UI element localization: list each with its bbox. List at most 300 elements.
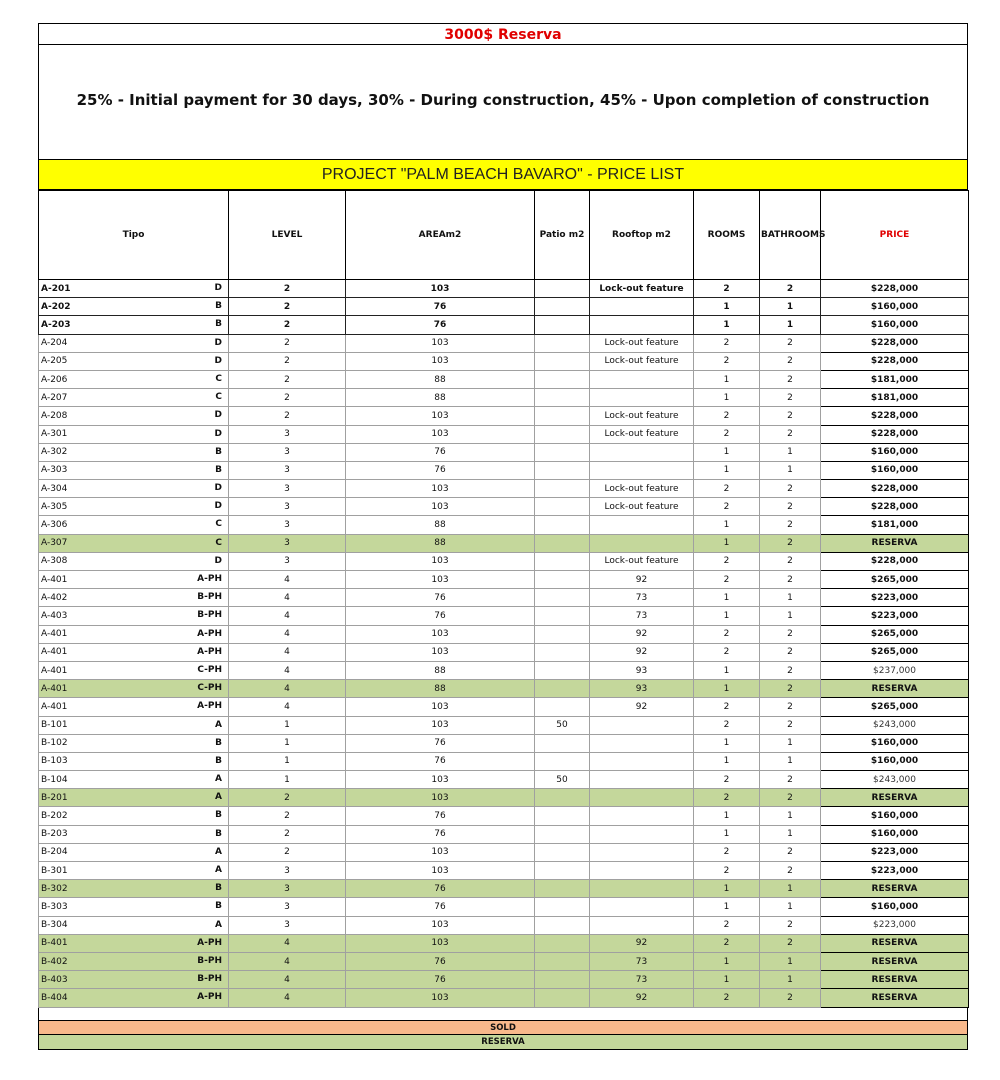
rooms-cell: 2 [694,571,760,589]
rooftop-cell [590,807,694,825]
area-cell: 103 [346,789,535,807]
bathrooms-cell: 2 [760,571,821,589]
rooms-cell: 2 [694,862,760,880]
unit-type-cell [39,880,229,898]
unit-type-cell [39,389,229,407]
level-cell: 3 [229,552,346,570]
unit-type: A [215,774,222,785]
unit-type: B [215,319,222,330]
rooms-cell: 1 [694,825,760,843]
rooftop-cell: 92 [590,934,694,952]
patio-cell [535,334,590,352]
level-cell: 4 [229,971,346,989]
level-cell: 3 [229,480,346,498]
bathrooms-cell: 2 [760,916,821,934]
unit-type-cell [39,843,229,861]
rooms-cell: 1 [694,952,760,970]
area-cell: 76 [346,298,535,316]
price-cell: $160,000 [821,316,969,334]
bathrooms-cell: 2 [760,425,821,443]
area-cell: 76 [346,461,535,479]
col-header-tipo: Tipo [39,191,229,280]
unit-type: B [215,828,222,839]
unit-code: A-202 [41,301,71,312]
patio-cell [535,461,590,479]
unit-code: A-401 [41,574,68,585]
area-cell: 88 [346,534,535,552]
col-header-rooms: ROOMS [694,191,760,280]
rooms-cell: 1 [694,898,760,916]
unit-type-cell [39,625,229,643]
bathrooms-cell: 2 [760,280,821,298]
level-cell: 4 [229,571,346,589]
rooftop-cell [590,843,694,861]
table-row [39,843,969,861]
col-header-level: LEVEL [229,191,346,280]
unit-type-cell [39,316,229,334]
rooms-cell: 2 [694,771,760,789]
unit-type: A [215,865,222,875]
rooms-cell: 2 [694,552,760,570]
unit-type: A-PH [197,646,222,657]
table-row [39,934,969,952]
rooms-cell: 2 [694,352,760,370]
rooms-cell: 1 [694,880,760,898]
price-cell: $265,000 [821,698,969,716]
table-row [39,571,969,589]
rooftop-cell: 92 [590,625,694,643]
rooms-cell: 1 [694,734,760,752]
rooftop-cell: 73 [590,971,694,989]
rooftop-cell: Lock-out feature [590,425,694,443]
price-cell: $265,000 [821,625,969,643]
unit-code: B-104 [41,774,68,785]
area-cell: 76 [346,880,535,898]
rooms-cell: 2 [694,789,760,807]
rooftop-cell [590,825,694,843]
unit-code: A-205 [41,356,68,367]
level-cell: 3 [229,498,346,516]
area-cell: 103 [346,352,535,370]
price-list-sheet [38,23,968,1050]
patio-cell [535,443,590,461]
unit-code: A-306 [41,520,68,531]
table-row [39,443,969,461]
unit-type: D [214,337,222,348]
level-cell: 2 [229,334,346,352]
patio-cell [535,370,590,388]
bathrooms-cell: 2 [760,843,821,861]
bathrooms-cell: 2 [760,480,821,498]
table-row [39,607,969,625]
rooftop-cell [590,316,694,334]
rooftop-cell: 73 [590,952,694,970]
unit-type-cell [39,789,229,807]
area-cell: 88 [346,680,535,698]
unit-type-cell [39,971,229,989]
unit-type-cell [39,571,229,589]
unit-code: A-302 [41,447,68,458]
price-cell: $243,000 [821,716,969,734]
rooftop-cell: 73 [590,607,694,625]
bathrooms-cell: 2 [760,407,821,425]
price-cell: $160,000 [821,734,969,752]
price-cell: RESERVA [821,989,969,1007]
rooftop-cell: 92 [590,643,694,661]
unit-type: B [215,446,222,457]
bathrooms-cell: 1 [760,952,821,970]
unit-type: D [214,283,222,293]
unit-type-cell [39,352,229,370]
table-row [39,807,969,825]
bathrooms-cell: 2 [760,534,821,552]
unit-type-cell [39,898,229,916]
level-cell: 1 [229,752,346,770]
unit-type-cell [39,425,229,443]
rooftop-cell [590,461,694,479]
table-header-row [39,191,969,280]
area-cell: 76 [346,952,535,970]
unit-code: A-208 [41,410,68,421]
area-cell: 76 [346,752,535,770]
unit-type-cell [39,952,229,970]
table-row [39,680,969,698]
patio-cell: 50 [535,771,590,789]
unit-type: C-PH [197,664,222,675]
table-row [39,825,969,843]
rooftop-cell [590,880,694,898]
unit-type: C [215,373,222,384]
patio-cell [535,898,590,916]
bathrooms-cell: 2 [760,552,821,570]
unit-code: A-401 [41,665,68,676]
price-cell: $265,000 [821,643,969,661]
price-cell: $237,000 [821,661,969,679]
unit-code: B-203 [41,829,68,840]
unit-type-cell [39,734,229,752]
bathrooms-cell: 1 [760,298,821,316]
patio-cell [535,916,590,934]
bathrooms-cell: 1 [760,898,821,916]
rooms-cell: 2 [694,480,760,498]
unit-code: B-404 [41,992,68,1003]
bathrooms-cell: 2 [760,934,821,952]
rooms-cell: 2 [694,498,760,516]
table-row [39,552,969,570]
table-row [39,334,969,352]
rooms-cell: 1 [694,443,760,461]
rooftop-cell [590,862,694,880]
bathrooms-cell: 1 [760,971,821,989]
level-cell: 3 [229,862,346,880]
unit-type: A-PH [197,701,222,712]
unit-type: B [215,901,222,912]
legend-spacer [38,1008,968,1020]
patio-cell [535,734,590,752]
area-cell: 103 [346,480,535,498]
rooms-cell: 1 [694,534,760,552]
unit-type-cell [39,807,229,825]
area-cell: 103 [346,571,535,589]
area-cell: 103 [346,916,535,934]
payment-terms: 25% - Initial payment for 30 days, 30% - During construction, 45% - Upon completion of construction [38,45,968,160]
table-row [39,298,969,316]
unit-type: B [215,755,222,766]
patio-cell [535,298,590,316]
level-cell: 4 [229,589,346,607]
unit-code: B-201 [41,792,68,803]
rooms-cell: 1 [694,516,760,534]
unit-type: B [215,737,222,748]
patio-cell [535,425,590,443]
rooftop-cell [590,298,694,316]
patio-cell [535,534,590,552]
rooms-cell: 1 [694,752,760,770]
area-cell: 103 [346,934,535,952]
price-cell: $160,000 [821,443,969,461]
level-cell: 4 [229,607,346,625]
patio-cell [535,680,590,698]
table-row [39,771,969,789]
unit-type-cell [39,989,229,1007]
table-row [39,516,969,534]
unit-code: A-401 [41,647,68,658]
unit-code: A-401 [41,701,68,712]
area-cell: 76 [346,971,535,989]
level-cell: 2 [229,825,346,843]
unit-type-cell [39,534,229,552]
unit-type: A-PH [197,628,222,639]
patio-cell [535,971,590,989]
table-row [39,734,969,752]
price-cell: RESERVA [821,534,969,552]
level-cell: 3 [229,534,346,552]
unit-code: B-304 [41,920,68,931]
unit-type: C [215,519,222,530]
unit-type-cell [39,298,229,316]
rooms-cell: 1 [694,589,760,607]
price-cell: $223,000 [821,862,969,880]
rooftop-cell: Lock-out feature [590,498,694,516]
price-cell: $181,000 [821,370,969,388]
patio-cell [535,661,590,679]
unit-code: A-204 [41,338,68,349]
rooftop-cell [590,752,694,770]
bathrooms-cell: 1 [760,880,821,898]
unit-type-cell [39,516,229,534]
price-table [38,190,969,1008]
rooms-cell: 2 [694,280,760,298]
price-cell: RESERVA [821,680,969,698]
table-row [39,425,969,443]
price-cell: $265,000 [821,571,969,589]
area-cell: 76 [346,443,535,461]
level-cell: 3 [229,425,346,443]
bathrooms-cell: 2 [760,716,821,734]
price-cell: RESERVA [821,880,969,898]
rooms-cell: 1 [694,298,760,316]
bathrooms-cell: 1 [760,443,821,461]
table-row [39,898,969,916]
bathrooms-cell: 2 [760,680,821,698]
unit-type-cell [39,825,229,843]
price-cell: $228,000 [821,280,969,298]
rooftop-cell: Lock-out feature [590,352,694,370]
patio-cell [535,516,590,534]
area-cell: 103 [346,716,535,734]
area-cell: 103 [346,843,535,861]
area-cell: 103 [346,280,535,298]
unit-type: C-PH [197,683,222,694]
area-cell: 103 [346,862,535,880]
patio-cell [535,643,590,661]
unit-type-cell [39,498,229,516]
unit-type: B-PH [197,955,222,966]
rooms-cell: 2 [694,716,760,734]
bathrooms-cell: 1 [760,316,821,334]
patio-cell: 50 [535,716,590,734]
unit-type: A [215,792,222,803]
unit-code: A-203 [41,319,71,330]
area-cell: 103 [346,498,535,516]
col-header-patio: Patio m2 [535,191,590,280]
patio-cell [535,698,590,716]
patio-cell [535,752,590,770]
unit-type-cell [39,916,229,934]
area-cell: 103 [346,698,535,716]
unit-type-cell [39,607,229,625]
rooms-cell: 1 [694,607,760,625]
unit-type: B [215,301,222,312]
table-body [39,280,969,1008]
rooftop-cell [590,516,694,534]
area-cell: 88 [346,661,535,679]
area-cell: 103 [346,425,535,443]
area-cell: 103 [346,334,535,352]
level-cell: 2 [229,370,346,388]
unit-type: C [215,392,222,403]
unit-code: A-402 [41,592,68,603]
unit-type-cell [39,334,229,352]
bathrooms-cell: 1 [760,825,821,843]
unit-type: B [215,883,222,894]
table-row [39,916,969,934]
price-cell: $223,000 [821,843,969,861]
price-list-title: PROJECT "PALM BEACH BAVARO" - PRICE LIST [38,160,968,190]
level-cell: 4 [229,698,346,716]
patio-cell [535,552,590,570]
table-row [39,461,969,479]
bathrooms-cell: 2 [760,370,821,388]
patio-cell [535,989,590,1007]
unit-code: A-201 [41,283,71,294]
table-row [39,789,969,807]
rooftop-cell: 92 [590,571,694,589]
patio-cell [535,843,590,861]
level-cell: 2 [229,316,346,334]
unit-type: A [215,919,222,930]
unit-type-cell [39,461,229,479]
rooftop-cell: 92 [590,698,694,716]
unit-code: B-403 [41,974,68,985]
unit-type: D [214,355,222,366]
area-cell: 76 [346,589,535,607]
col-header-bathrooms: BATHROOMS [760,191,821,280]
table-row [39,534,969,552]
unit-type: D [214,410,222,421]
table-row [39,280,969,298]
rooms-cell: 2 [694,334,760,352]
table-row [39,389,969,407]
price-cell: $228,000 [821,498,969,516]
price-cell: $223,000 [821,607,969,625]
table-row [39,625,969,643]
level-cell: 4 [229,989,346,1007]
level-cell: 2 [229,280,346,298]
rooms-cell: 2 [694,916,760,934]
price-cell: $223,000 [821,589,969,607]
rooftop-cell: Lock-out feature [590,407,694,425]
unit-code: B-202 [41,811,68,822]
rooftop-cell: Lock-out feature [590,280,694,298]
patio-cell [535,625,590,643]
price-cell: $181,000 [821,516,969,534]
col-header-price: PRICE [821,191,969,280]
table-row [39,316,969,334]
level-cell: 2 [229,407,346,425]
price-cell: $160,000 [821,825,969,843]
rooftop-cell: Lock-out feature [590,552,694,570]
patio-cell [535,316,590,334]
bathrooms-cell: 1 [760,807,821,825]
unit-type: C [215,537,222,548]
table-row [39,880,969,898]
unit-type: D [214,428,222,439]
level-cell: 1 [229,771,346,789]
bathrooms-cell: 2 [760,516,821,534]
unit-type-cell [39,407,229,425]
bathrooms-cell: 2 [760,643,821,661]
level-cell: 2 [229,843,346,861]
table-row [39,989,969,1007]
area-cell: 76 [346,316,535,334]
patio-cell [535,498,590,516]
price-cell: $228,000 [821,334,969,352]
table-row [39,352,969,370]
bathrooms-cell: 2 [760,698,821,716]
bathrooms-cell: 2 [760,334,821,352]
price-cell: $160,000 [821,752,969,770]
patio-cell [535,480,590,498]
level-cell: 4 [229,680,346,698]
unit-code: B-303 [41,901,68,912]
price-cell: $228,000 [821,480,969,498]
table-row [39,952,969,970]
unit-type-cell [39,716,229,734]
level-cell: 4 [229,661,346,679]
rooftop-cell [590,789,694,807]
unit-type: B-PH [197,610,222,621]
legend-reserva: RESERVA [38,1035,968,1050]
unit-type-cell [39,443,229,461]
area-cell: 88 [346,370,535,388]
area-cell: 103 [346,552,535,570]
unit-type: D [214,501,222,512]
rooftop-cell [590,771,694,789]
area-cell: 76 [346,607,535,625]
unit-type: A [215,719,222,730]
bathrooms-cell: 1 [760,461,821,479]
